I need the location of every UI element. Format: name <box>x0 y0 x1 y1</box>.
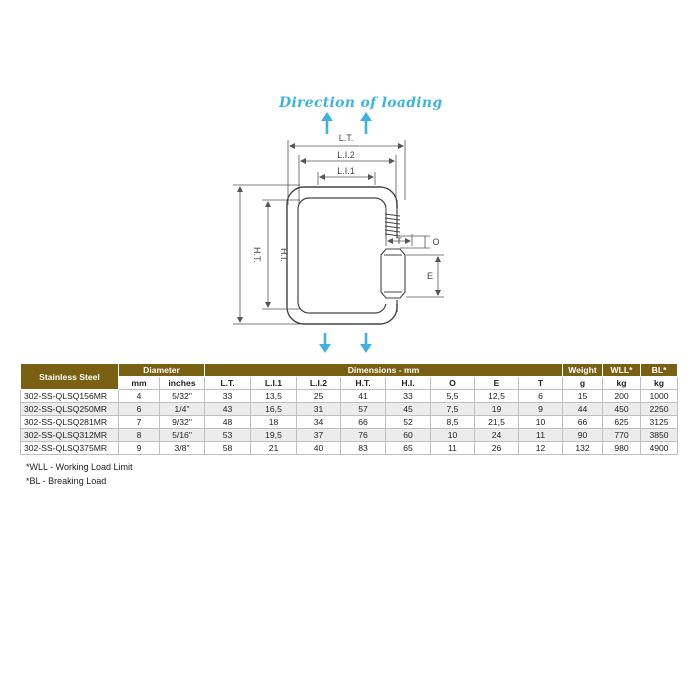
table-cell: 37 <box>297 429 341 442</box>
table-cell: 1000 <box>641 390 678 403</box>
table-cell: 625 <box>603 416 641 429</box>
sleeve-nut <box>381 249 405 298</box>
table-cell: 302-SS-QLSQ312MR <box>21 429 119 442</box>
label-e: E <box>426 271 434 281</box>
table-cell: 132 <box>563 442 603 455</box>
header-weight: Weight <box>563 364 603 377</box>
table-cell: 8,5 <box>431 416 475 429</box>
subheader-cell: L.T. <box>205 377 251 390</box>
subheader-cell: H.T. <box>341 377 386 390</box>
table-cell: 302-SS-QLSQ250MR <box>21 403 119 416</box>
label-o: O <box>432 237 440 247</box>
load-arrow-bottom-right <box>360 333 372 353</box>
table-cell: 450 <box>603 403 641 416</box>
table-cell: 4 <box>119 390 160 403</box>
table-cell: 41 <box>341 390 386 403</box>
table-cell: 3850 <box>641 429 678 442</box>
table-cell: 980 <box>603 442 641 455</box>
table-cell: 12,5 <box>475 390 519 403</box>
table-cell: 60 <box>386 429 431 442</box>
table-cell: 3/8" <box>160 442 205 455</box>
table-row <box>21 442 678 455</box>
header-diameter: Diameter <box>119 364 205 377</box>
label-ht: H.T. <box>252 246 262 264</box>
table-cell: 31 <box>297 403 341 416</box>
table-cell: 11 <box>431 442 475 455</box>
dimension-e <box>406 255 444 297</box>
table-cell: 6 <box>519 390 563 403</box>
table-cell: 9/32" <box>160 416 205 429</box>
table-cell: 53 <box>205 429 251 442</box>
table-cell: 25 <box>297 390 341 403</box>
table-cell: 34 <box>297 416 341 429</box>
subheader-cell: kg <box>603 377 641 390</box>
table-cell: 10 <box>431 429 475 442</box>
table-cell: 21,5 <box>475 416 519 429</box>
table-cell: 4900 <box>641 442 678 455</box>
label-t: T <box>396 236 402 246</box>
subheader-cell: T <box>519 377 563 390</box>
subheader-cell: g <box>563 377 603 390</box>
label-lt: L.T. <box>338 133 354 143</box>
header-material: Stainless Steel <box>21 364 119 390</box>
table-cell: 302-SS-QLSQ375MR <box>21 442 119 455</box>
header-wll: WLL* <box>603 364 641 377</box>
table-cell: 57 <box>341 403 386 416</box>
subheader-cell: O <box>431 377 475 390</box>
table-cell: 65 <box>386 442 431 455</box>
table-cell: 66 <box>563 416 603 429</box>
subheader-cell: kg <box>641 377 678 390</box>
table-row <box>21 390 678 403</box>
table-cell: 7,5 <box>431 403 475 416</box>
table-cell: 302-SS-QLSQ156MR <box>21 390 119 403</box>
table-cell: 8 <box>119 429 160 442</box>
table-cell: 3125 <box>641 416 678 429</box>
load-arrow-top-left <box>321 112 333 134</box>
table-cell: 33 <box>205 390 251 403</box>
table-cell: 83 <box>341 442 386 455</box>
subheader-cell: E <box>475 377 519 390</box>
load-arrow-top-right <box>360 112 372 134</box>
header-bl: BL* <box>641 364 678 377</box>
table-cell: 15 <box>563 390 603 403</box>
subheader-cell: L.I.2 <box>297 377 341 390</box>
label-li2: L.I.2 <box>337 150 355 160</box>
load-arrow-bottom-left <box>319 333 331 353</box>
header-dimensions: Dimensions - mm <box>205 364 563 377</box>
table-cell: 13,5 <box>251 390 297 403</box>
spec-table <box>20 363 678 455</box>
table-cell: 18 <box>251 416 297 429</box>
table-cell: 40 <box>297 442 341 455</box>
table-row <box>21 416 678 429</box>
subheader-cell: mm <box>119 377 160 390</box>
table-cell: 58 <box>205 442 251 455</box>
table-cell: 26 <box>475 442 519 455</box>
note-bl: *BL - Breaking Load <box>26 476 107 486</box>
table-cell: 7 <box>119 416 160 429</box>
subheader-cell: L.I.1 <box>251 377 297 390</box>
table-cell: 43 <box>205 403 251 416</box>
table-cell: 44 <box>563 403 603 416</box>
table-cell: 200 <box>603 390 641 403</box>
table-cell: 33 <box>386 390 431 403</box>
table-cell: 2250 <box>641 403 678 416</box>
dimension-o <box>400 236 430 248</box>
table-cell: 16,5 <box>251 403 297 416</box>
table-cell: 66 <box>341 416 386 429</box>
table-cell: 45 <box>386 403 431 416</box>
subheader-cell: inches <box>160 377 205 390</box>
direction-of-loading-title: Direction of loading <box>279 95 443 111</box>
table-cell: 302-SS-QLSQ281MR <box>21 416 119 429</box>
table-row <box>21 429 678 442</box>
table-cell: 24 <box>475 429 519 442</box>
subheader-cell: H.I. <box>386 377 431 390</box>
table-cell: 770 <box>603 429 641 442</box>
table-cell: 76 <box>341 429 386 442</box>
label-hi: H.I. <box>279 247 289 263</box>
table-cell: 5/16" <box>160 429 205 442</box>
table-row <box>21 403 678 416</box>
table-cell: 19 <box>475 403 519 416</box>
table-cell: 5,5 <box>431 390 475 403</box>
table-cell: 90 <box>563 429 603 442</box>
table-cell: 12 <box>519 442 563 455</box>
table-cell: 5/32" <box>160 390 205 403</box>
table-cell: 21 <box>251 442 297 455</box>
table-cell: 52 <box>386 416 431 429</box>
table-cell: 11 <box>519 429 563 442</box>
table-cell: 9 <box>519 403 563 416</box>
table-cell: 9 <box>119 442 160 455</box>
table-cell: 1/4" <box>160 403 205 416</box>
table-cell: 48 <box>205 416 251 429</box>
table-cell: 19,5 <box>251 429 297 442</box>
label-li1: L.I.1 <box>337 166 355 176</box>
note-wll: *WLL - Working Load Limit <box>26 462 133 472</box>
table-cell: 10 <box>519 416 563 429</box>
table-cell: 6 <box>119 403 160 416</box>
